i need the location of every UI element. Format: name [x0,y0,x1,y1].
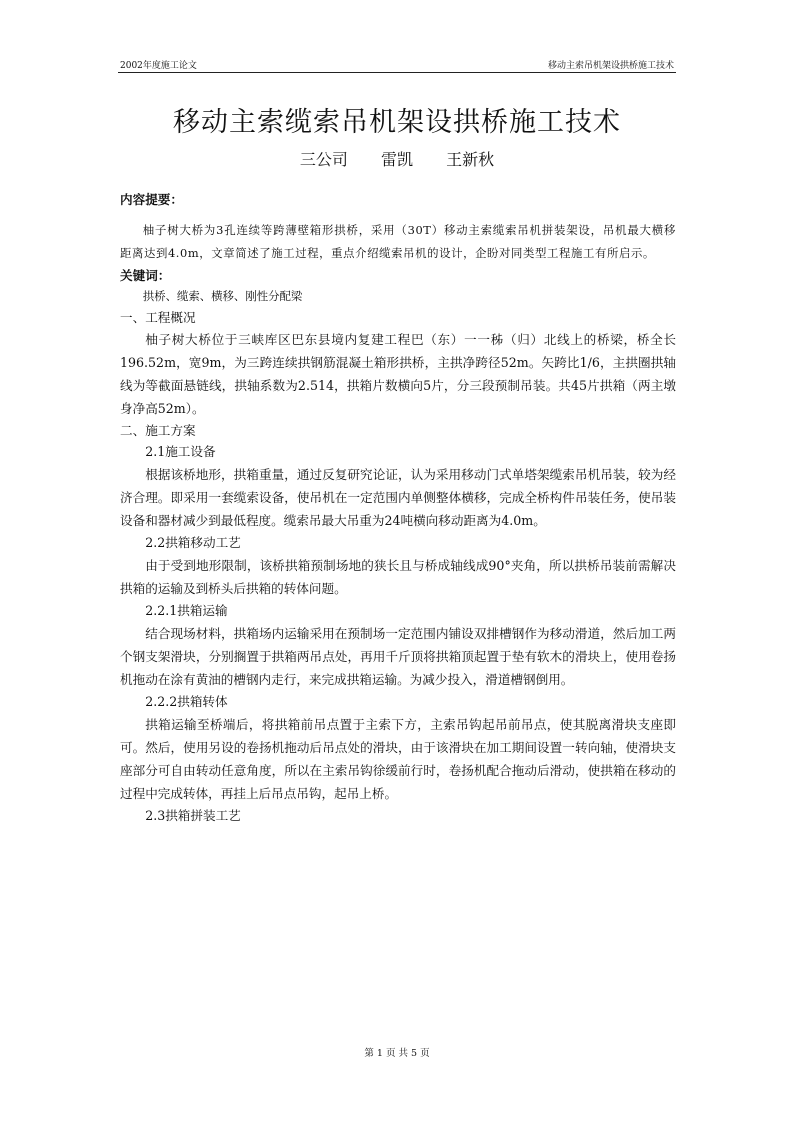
page-header [118,58,676,73]
document-body [120,189,676,827]
author-affiliation: 三公司 [299,150,348,169]
paragraph-2-2: 由于受到地形限制，该桥拱箱预制场地的狭长且与桥成轴线成90°夹角，所以拱桥吊装前需解决拱箱的运输及到桥头后拱箱的转体问题。 [120,558,676,596]
keywords-text: 拱桥、缆索、横移、刚性分配梁 [142,289,303,303]
paragraph-2-2-1: 结合现场材料，拱箱场内运输采用在预制场一定范围内铺设双排槽钢作为移动滑道，然后加工两个钢支架滑块，分别搁置于拱箱两吊点处，再用千斤顶将拱箱顶起置于垫有软木的滑块上，使用卷扬机拖动在涂有黄油的槽钢内走行，来完成拱箱运输。为减少投入，滑道槽钢倒用。 [120,626,676,687]
section-heading-plan: 二、施工方案 [120,423,196,438]
header-right-text: 移动主索吊机架设拱桥施工技术 [547,61,674,71]
abstract-heading: 内容提要： [120,192,183,207]
subsection-2-2: 2.2拱箱移动工艺 [145,535,241,550]
section-heading-overview: 一、工程概况 [120,310,196,325]
document-title: 移动主索缆索吊机架设拱桥施工技术 [173,107,621,138]
paragraph-2-1: 根据该桥地形，拱箱重量，通过反复研究论证，认为采用移动门式单塔架缆索吊机吊装，较为经济合理。即采用一套缆索设备，使吊机在一定范围内单侧整体横移，完成全桥构件吊装任务，使吊装设备和器材减少到最低程度。缆索吊最大吊重为24吨横向移动距离为4.0m。 [120,467,676,528]
subsection-2-2-2: 2.2.2拱箱转体 [145,694,228,709]
paragraph-2-2-2: 拱箱运输至桥端后，将拱箱前吊点置于主索下方，主索吊钩起吊前吊点，使其脱离滑块支座即可。然后，使用另设的卷扬机拖动后吊点处的滑块，由于该滑块在加工期间设置一转向轴，使滑块支座部分可自由转动任意角度，所以在主索吊钩徐缓前行时，卷扬机配合拖动后滑动，使拱箱在移动的过程中完成转体，再挂上后吊点吊钩，起吊上桥。 [120,717,676,801]
header-left-text: 2002年度施工论文 [120,61,197,71]
page-footer: 第 1 页 共 5 页 [364,1048,430,1059]
subsection-2-3: 2.3拱箱拼装工艺 [145,808,241,823]
author-name-1: 雷凯 [380,150,413,169]
subsection-2-1: 2.1施工设备 [145,444,216,459]
authors-line [0,147,794,170]
author-name-2: 王新秋 [446,150,495,169]
paragraph-overview: 柚子树大桥位于三峡库区巴东县境内复建工程巴（东）一一秭（归）北线上的桥梁，桥全长196.52m，宽9m，为三跨连续拱钢筋混凝土箱形拱桥，主拱净跨径52m。矢跨比1/6，主拱圈拱轴线为等截面悬链线，拱轴系数为2.514，拱箱片数横向5片，分三段预制吊装。共45片拱箱（两主墩身净高52m）。 [120,332,676,416]
subsection-2-2-1: 2.2.1拱箱运输 [145,603,228,618]
keywords-heading: 关键词： [120,268,171,283]
abstract-text: 柚子树大桥为3孔连续等跨薄壁箱形拱桥，采用（30T）移动主索缆索吊机拼装架设，吊机最大横移距离达到4.0m，文章简述了施工过程，重点介绍缆索吊机的设计，企盼对同类型工程施工有所启示。 [120,223,676,260]
